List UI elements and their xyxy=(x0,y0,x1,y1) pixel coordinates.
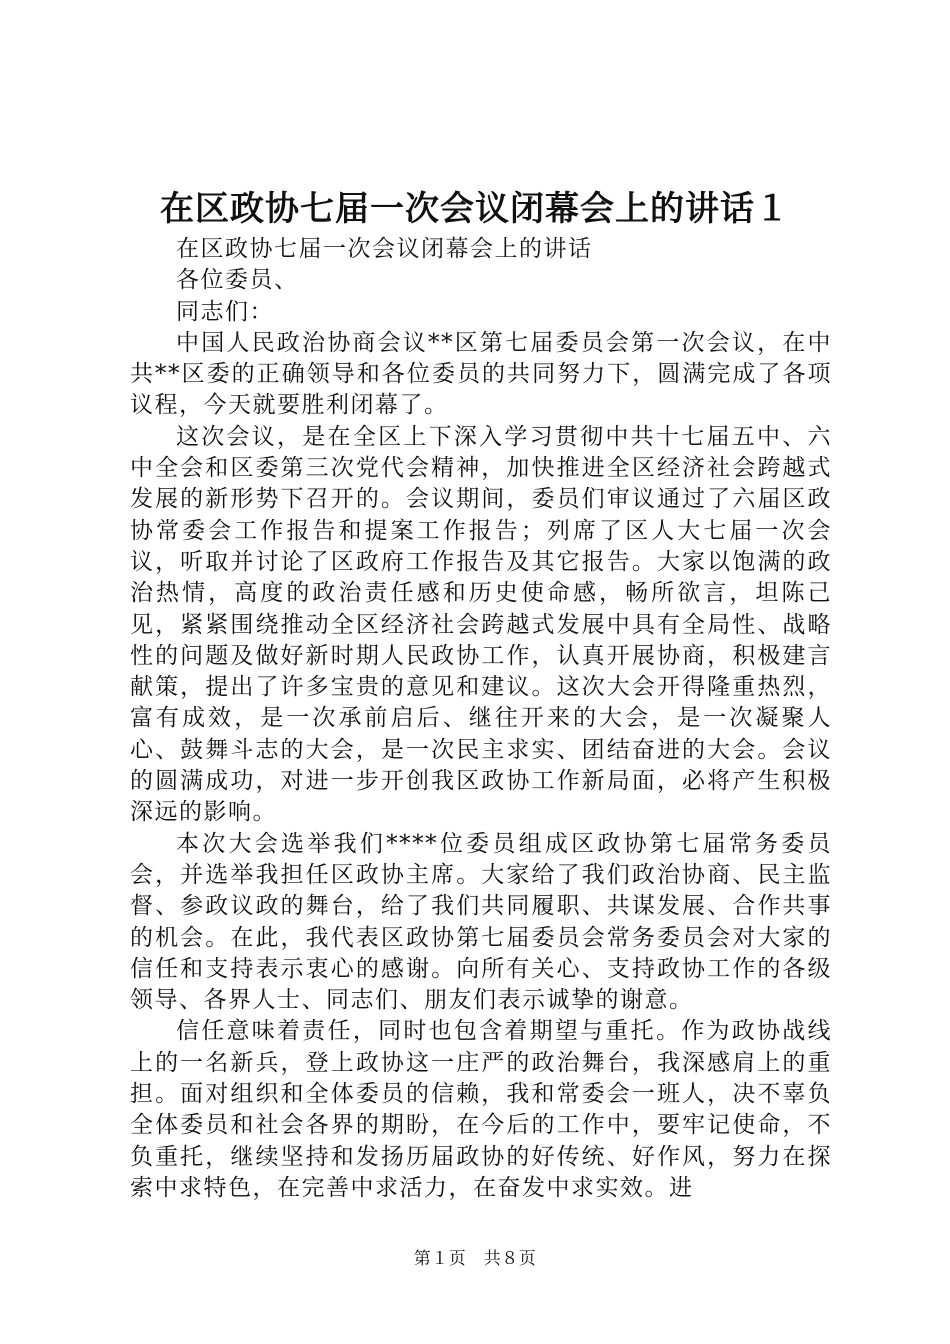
body-paragraph: 这次会议，是在全区上下深入学习贯彻中共十七届五中、六中全会和区委第三次党代会精神，加快推进全区经济社会跨越式发展的新形势下召开的。会议期间，委员们审议通过了六届区政协常委会工作报告和提案工作报告；列席了区人大七届一次会议，听取并讨论了区政府工作报告及其它报告。大家以饱满的政治热情，高度的政治责任感和历史使命感，畅所欲言，坦陈己见，紧紧围绕推动全区经济社会跨越式发展中具有全局性、战略性的问题及做好新时期人民政协工作，认真开展协商，积极建言献策，提出了许多宝贵的意见和建议。这次大会开得隆重热烈，富有成效，是一次承前启后、继往开来的大会，是一次凝聚人心、鼓舞斗志的大会，是一次民主求实、团结奋进的大会。会议的圆满成功，对进一步开创我区政协工作新局面，必将产生积极深远的影响。 xyxy=(130,423,832,826)
document-body xyxy=(130,234,832,1204)
salutation-line: 各位委员、 xyxy=(176,267,299,294)
document-title: 在区政协七届一次会议闭幕会上的讲话１ xyxy=(160,189,790,229)
salutation-line: 同志们： xyxy=(176,298,274,325)
page-number-footer: 第１页 共８页 xyxy=(413,1249,537,1269)
body-paragraph: 中国人民政治协商会议**区第七届委员会第一次会议，在中共**区委的正确领导和各位委员的共同努力下，圆满完成了各项议程，今天就要胜利闭幕了。 xyxy=(130,329,832,419)
speech-heading-line: 在区政协七届一次会议闭幕会上的讲话 xyxy=(176,236,593,262)
body-paragraph: 本次大会选举我们****位委员组成区政协第七届常务委员会，并选举我担任区政协主席。大家给了我们政治协商、民主监督、参政议政的舞台，给了我们共同履职、共谋发展、合作共事的机会。在此，我代表区政协第七届委员会常务委员会对大家的信任和支持表示衷心的感谢。向所有关心、支持政协工作的各级领导、各界人士、同志们、朋友们表示诚挚的谢意。 xyxy=(130,830,832,1014)
body-paragraph: 信任意味着责任，同时也包含着期望与重托。作为政协战线上的一名新兵，登上政协这一庄严的政治舞台，我深感肩上的重担。面对组织和全体委员的信赖，我和常委会一班人，决不辜负全体委员和社会各界的期盼，在今后的工作中，要牢记使命，不负重托，继续坚持和发扬历届政协的好传统、好作风，努力在探索中求特色，在完善中求活力，在奋发中求实效。进 xyxy=(130,1018,832,1201)
